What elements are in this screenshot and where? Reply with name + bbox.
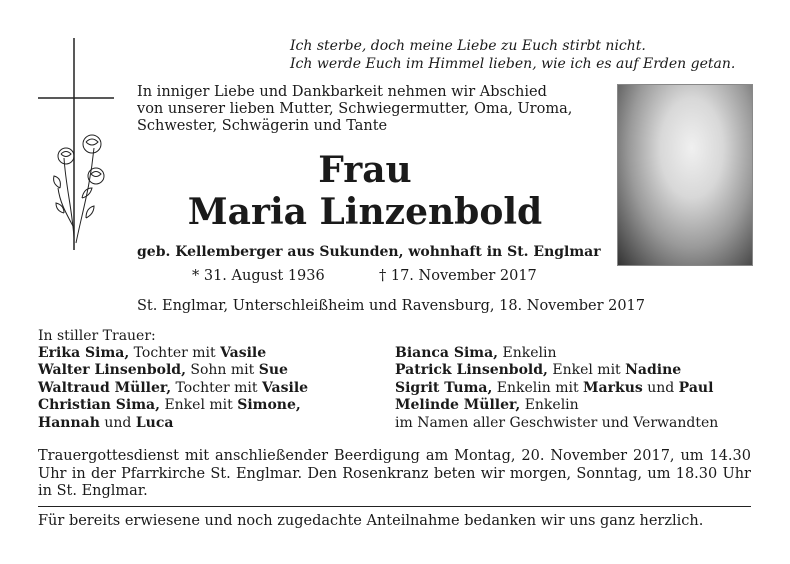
- mourner-text: und: [642, 379, 679, 396]
- deceased-name: Maria Linzenbold: [187, 191, 543, 233]
- mourner-text: Markus: [583, 379, 643, 396]
- intro-line-3: Schwester, Schwägerin und Tante: [137, 118, 388, 134]
- mourner-text: und: [99, 414, 136, 431]
- mourner-text: Enkelin: [520, 397, 579, 414]
- salutation: Frau: [318, 149, 412, 191]
- mourner-line: [38, 380, 308, 397]
- mourner-text: Paul: [678, 379, 714, 396]
- mourner-line: [38, 362, 308, 379]
- birth-info: geb. Kellemberger aus Sukunden, wohnhaft in St. Englmar: [137, 244, 601, 260]
- intro-line-2: von unserer lieben Mutter, Schwiegermutter, Oma, Uroma,: [137, 101, 573, 117]
- mourner-text: Vasile: [261, 379, 309, 396]
- mourner-text: Tochter mit: [129, 345, 221, 361]
- mourner-text: Walter Linsenbold,: [38, 362, 186, 379]
- death-date: † 17. November 2017: [379, 268, 537, 284]
- mourner-text: Christian Sima,: [38, 397, 160, 414]
- quote: [290, 37, 735, 73]
- quote-line-2: Ich werde Euch im Himmel lieben, wie ich es auf Erden getan.: [290, 56, 736, 72]
- mourner-text: Simone,: [237, 397, 301, 414]
- mourner-line: [38, 415, 308, 432]
- mourners-left-column: [38, 345, 308, 432]
- intro-text: [137, 84, 572, 135]
- divider: [38, 506, 751, 507]
- mourner-text: Nadine: [625, 362, 682, 379]
- mourner-text: Hannah: [38, 414, 100, 431]
- mourner-line: [395, 397, 718, 414]
- mourner-text: Enkelin mit: [492, 379, 584, 396]
- mourner-line: [38, 345, 308, 362]
- mourners-heading: In stiller Trauer:: [38, 328, 156, 344]
- mourner-text: Waltraud Müller,: [38, 379, 172, 396]
- mourner-text: Sue: [258, 362, 288, 379]
- mourner-line: [395, 345, 718, 362]
- mourner-text: Tochter mit: [171, 379, 262, 396]
- mourner-line: [395, 380, 718, 397]
- mourner-text: Melinde Müller,: [395, 397, 521, 414]
- mourner-line: [38, 397, 308, 414]
- quote-line-1: Ich sterbe, doch meine Liebe zu Euch stirbt nicht.: [290, 38, 646, 54]
- portrait-photo: [617, 84, 753, 266]
- mourner-text: Enkel mit: [160, 397, 238, 414]
- mourner-text: Erika Sima,: [38, 345, 130, 361]
- mourner-text: Vasile: [220, 345, 267, 361]
- mourner-text: Patrick Linsenbold,: [395, 362, 548, 379]
- birth-date: * 31. August 1936: [192, 268, 325, 284]
- mourner-text: im Namen aller Geschwister und Verwandten: [395, 414, 719, 431]
- mourner-line: [395, 415, 718, 432]
- thanks-text: Für bereits erwiesene und noch zugedachte Anteilnahme bedanken wir uns ganz herzlich.: [38, 513, 704, 529]
- mourners-right-column: [395, 345, 718, 432]
- mourner-text: Bianca Sima,: [395, 345, 499, 361]
- mourner-text: Enkelin: [498, 345, 557, 361]
- mourner-text: Sigrit Tuma,: [395, 379, 493, 396]
- service-info: Trauergottesdienst mit anschließender Beerdigung am Montag, 20. November 2017, um 14.30 Uhr in der Pfarrkirche St. Englmar. Den Rosenkranz beten wir morgen, Sonntag, um 18.30 Uhr in St. Englmar.: [38, 448, 751, 499]
- mourner-line: [395, 362, 718, 379]
- intro-line-1: In inniger Liebe und Dankbarkeit nehmen wir Abschied: [137, 84, 547, 100]
- mourner-text: Luca: [135, 414, 174, 431]
- mourner-text: Sohn mit: [185, 362, 259, 379]
- mourner-text: Enkel mit: [547, 362, 626, 379]
- place-date: St. Englmar, Unterschleißheim und Ravensburg, 18. November 2017: [137, 298, 646, 314]
- cross-with-roses-icon: [36, 38, 116, 250]
